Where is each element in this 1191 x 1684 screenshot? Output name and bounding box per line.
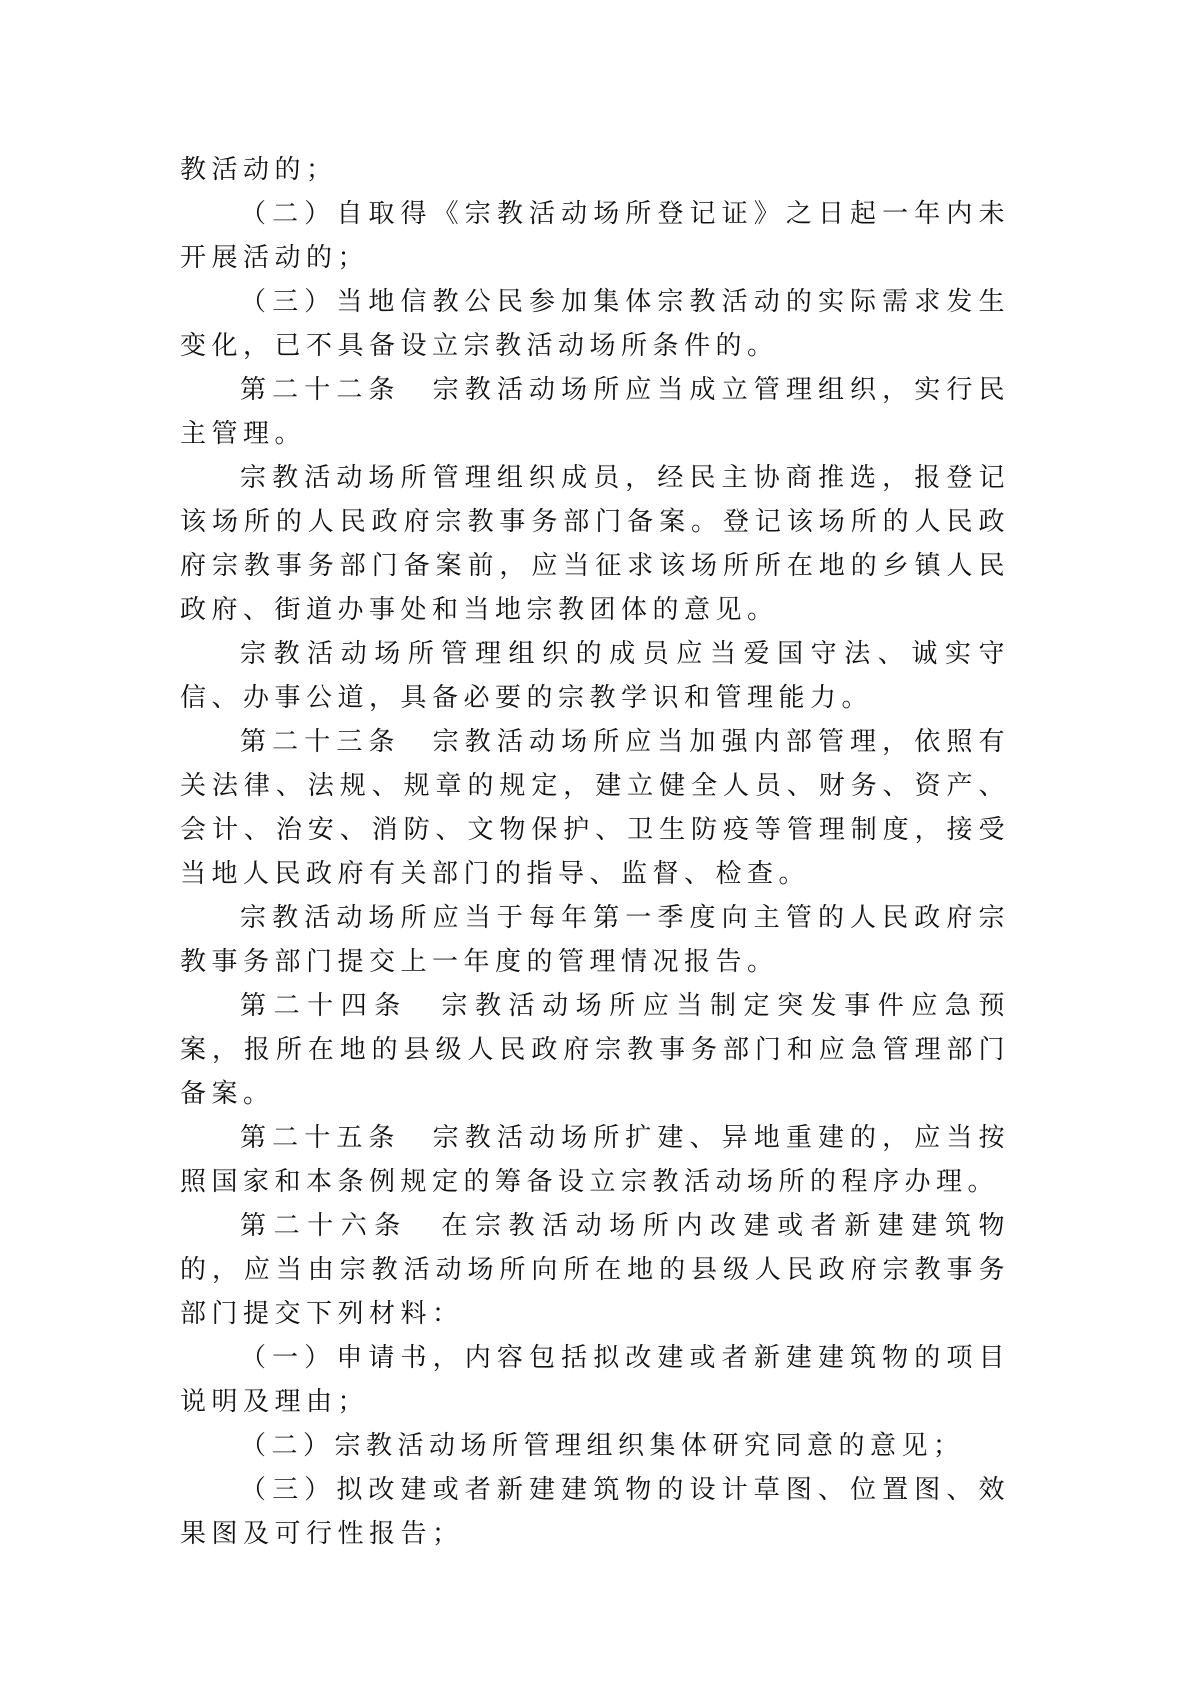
paragraph-continuation: 教活动的； — [180, 155, 338, 185]
paragraph-item-2: （二）自取得《宗教活动场所登记证》之日起一年内未开展活动的； — [180, 199, 1010, 273]
paragraph-management-members: 宗教活动场所管理组织成员，经民主协商推选，报登记该场所的人民政府宗教事务部门备案。登记该场所的人民政府宗教事务部门备案前，应当征求该场所所在地的乡镇人民政府、街道办事处和当地宗教团体的意见。 — [180, 463, 1010, 625]
paragraph-item-3: （三）当地信教公民参加集体宗教活动的实际需求发生变化，已不具备设立宗教活动场所条件的。 — [180, 287, 1010, 361]
paragraph-article-23: 第二十三条 宗教活动场所应当加强内部管理，依照有关法律、法规、规章的规定，建立健全人员、财务、资产、会计、治安、消防、文物保护、卫生防疫等管理制度，接受当地人民政府有关部门的指导、监督、检查。 — [180, 727, 1010, 889]
paragraph-article-25: 第二十五条 宗教活动场所扩建、异地重建的，应当按照国家和本条例规定的筹备设立宗教活动场所的程序办理。 — [180, 1123, 1010, 1197]
paragraph-material-1: （一）申请书，内容包括拟改建或者新建建筑物的项目说明及理由； — [180, 1343, 1010, 1417]
paragraph-article-24: 第二十四条 宗教活动场所应当制定突发事件应急预案，报所在地的县级人民政府宗教事务部门和应急管理部门备案。 — [180, 991, 1010, 1109]
paragraph-annual-report: 宗教活动场所应当于每年第一季度向主管的人民政府宗教事务部门提交上一年度的管理情况报告。 — [180, 903, 1010, 977]
paragraph-material-2: （二）宗教活动场所管理组织集体研究同意的意见； — [240, 1431, 965, 1461]
paragraph-article-22: 第二十二条 宗教活动场所应当成立管理组织，实行民主管理。 — [180, 375, 1010, 449]
paragraph-member-requirements: 宗教活动场所管理组织的成员应当爱国守法、诚实守信、办事公道，具备必要的宗教学识和管理能力。 — [180, 639, 1010, 713]
paragraph-material-3: （三）拟改建或者新建建筑物的设计草图、位置图、效果图及可行性报告； — [180, 1475, 1010, 1549]
paragraph-article-26: 第二十六条 在宗教活动场所内改建或者新建建筑物的，应当由宗教活动场所向所在地的县级人民政府宗教事务部门提交下列材料： — [180, 1211, 1010, 1329]
document-body — [180, 148, 1010, 1556]
